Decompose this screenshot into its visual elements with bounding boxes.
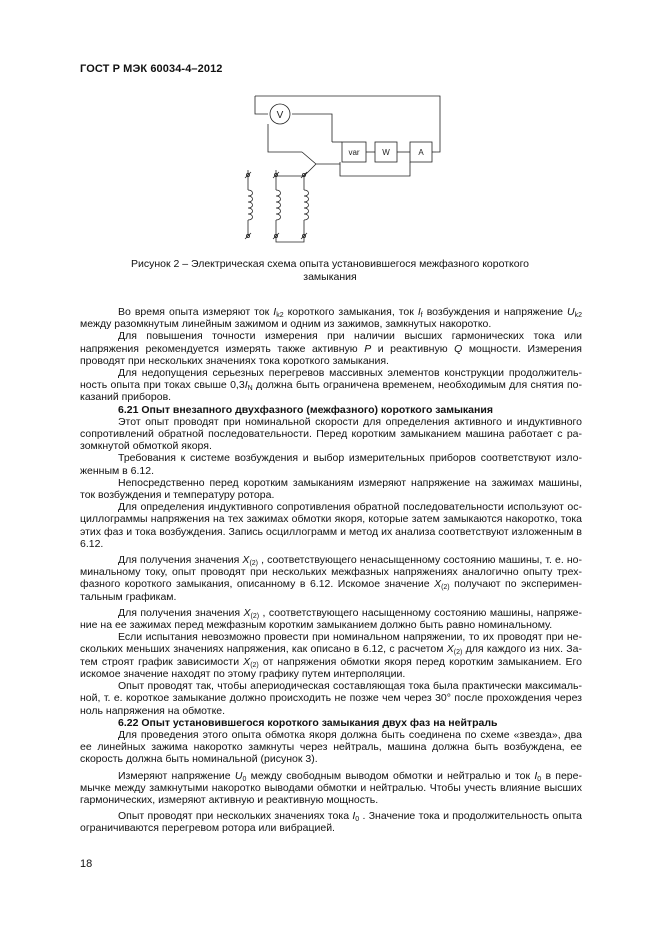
document-header: ГОСТ Р МЭК 60034-4–2012 bbox=[80, 63, 223, 75]
paragraph: Если испытания невозможно провести при номинальном напряжении, то их проводят при нескольких меньших значениях напряжения, как описано в 6.12, с расчетом $X_{(2)}$ для каждого из них. Затем строят график зависимости $X_{(2)}$ от напряжения обмотки якоря перед коротким замыканием. Его искомое значение находят по этому графику путем интерполяции. bbox=[80, 631, 582, 680]
section-heading-6-21: 6.21 Опыт внезапного двухфазного (межфазного) короткого замыкания bbox=[118, 403, 493, 416]
paragraph: Непосредственно перед коротким замыканиям измеряют напряжение на зажимах машины, ток возбуждения и температуру ротора. bbox=[80, 476, 582, 502]
circuit-diagram bbox=[232, 90, 448, 244]
paragraph: Измеряют напряжение $U_0$ между свободным выводом обмотки и нейтралью и ток $I_0$ в перемычке между замкнутыми накоротко выводами обмотки и нейтралью. Чтобы учесть влияние высших гармонических, измеряют активную и реактивную мощность. bbox=[80, 769, 582, 806]
wattmeter-label: W bbox=[382, 148, 390, 157]
ammeter-label: A bbox=[418, 148, 424, 157]
paragraph: Этот опыт проводят при номинальной скорости для определения активного и индуктивного сопротивлений обратной последовательности. Перед коротким замыканием машина работает с разомкнутой обмоткой якоря. bbox=[80, 415, 582, 453]
caption-line-1: Рисунок 2 – Электрическая схема опыта установившегося межфазного короткого bbox=[130, 258, 530, 270]
paragraph: Опыт проводят при нескольких значениях тока $I_0$ . Значение тока и продолжительность опыта ограничиваются перегревом ротора или вибрацией. bbox=[80, 810, 582, 835]
paragraph: Для недопущения серьезных перегревов массивных элементов конструкции продолжительность опыта при токах свыше $0,3I_N$ должна быть ограничена временем, необходимым для снятия показаний приборов. bbox=[80, 367, 582, 404]
varmeter-label: var bbox=[348, 148, 360, 157]
figure-caption bbox=[80, 258, 580, 284]
paragraph: Во время опыта измеряют ток $I_{k2}$ короткого замыкания, ток $I_f$ возбуждения и напряжение $U_{k2}$ между разомкнутым линейным зажимом и одним из зажимов, замкнутых накоротко. bbox=[80, 306, 582, 331]
paragraph: Для повышения точности измерения при наличии высших гармонических тока или напряжения рекомендуется измерять также активную P и реактивную Q мощности. Измерения проводят при нескольких значениях тока короткого замыкания. bbox=[80, 330, 582, 367]
paragraph: Требования к системе возбуждения и выбор измерительных приборов соответствуют изложенным в 6.12. bbox=[80, 452, 582, 477]
caption-line-2: замыкания bbox=[303, 271, 357, 283]
paragraph: Для получения значения $X_{(2)}$ , соответствующего насыщенному состоянию машины, напряжение на ее зажимах перед межфазным коротким замыканием должно быть равно номинальному. bbox=[80, 606, 582, 632]
section-heading-6-22: 6.22 Опыт установившегося короткого замыкания двух фаз на нейтраль bbox=[118, 716, 498, 729]
paragraph: Для получения значения $X_{(2)}$ , соответствующего ненасыщенному состоянию машины, т. е. номинальному току, опыт проводят при нескольких межфазных напряжениях аналогично опыту трехфазного короткого замыкания, описанному в 6.12. Искомое значение $X_{(2)}$ получают по экспериментальным графикам. bbox=[80, 554, 583, 603]
document-body bbox=[80, 306, 582, 835]
page-number: 18 bbox=[80, 858, 93, 870]
voltmeter-label: V bbox=[276, 110, 284, 121]
paragraph: Для определения индуктивного сопротивления обратной последовательности используют осциллограммы напряжения на тех зажимах обмотки якоря, которые затем замыкаются накоротко, тока этих фаз и тока возбуждения. Запись осциллограмм и метод их анализа соответствуют изложенным в 6.12. bbox=[80, 501, 582, 550]
paragraph: Для проведения этого опыта обмотка якоря должна быть соединена по схеме «звезда», два ее линейных зажима накоротко замкнуты через нейтраль, машина должна быть возбуждена, ее скорость должна быть номинальной (рисунок 3). bbox=[80, 728, 582, 766]
paragraph: Опыт проводят так, чтобы апериодическая составляющая тока была практически максимальной, т. е. короткое замыкание должно происходить не позже чем через 30° после прохождения через ноль напряжения на обмотке. bbox=[80, 680, 582, 717]
